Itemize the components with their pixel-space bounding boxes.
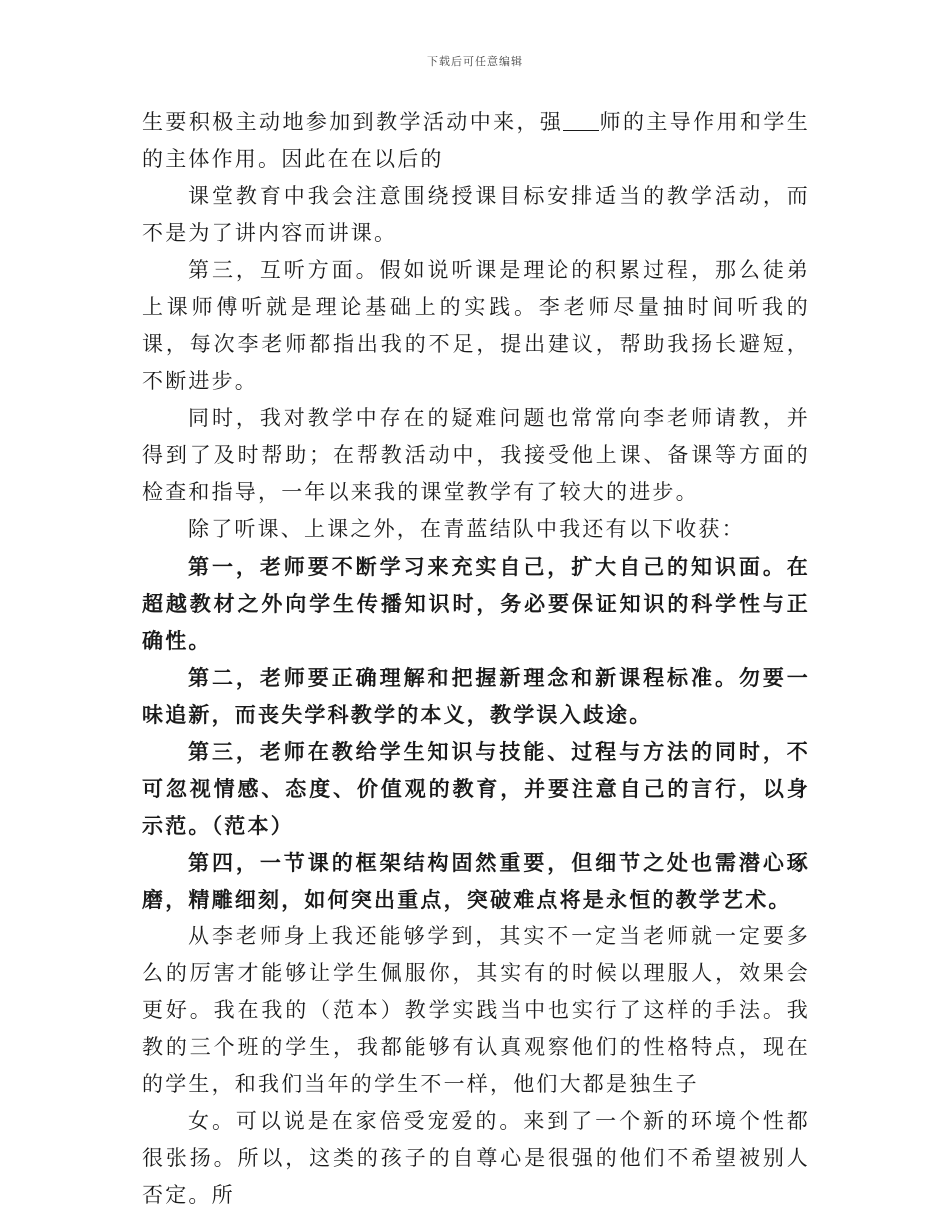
paragraph: 第三，互听方面。假如说听课是理论的积累过程，那么徒弟上课师傅听就是理论基础上的实践。李老师尽量抽时间听我的课，每次李老师都指出我的不足，提出建议，帮助我扬长避短，不断进步。 [142, 258, 810, 393]
blank-underline [563, 112, 599, 131]
bold-paragraph: 第四，一节课的框架结构固然重要，但细节之处也需潜心琢磨，精雕细刻，如何突出重点，突破难点将是永恒的教学艺术。 [142, 850, 810, 912]
bold-paragraph: 第一，老师要不断学习来充实自己，扩大自己的知识面。在超越教材之外向学生传播知识时，务必要保证知识的科学性与正确性。 [142, 554, 810, 653]
paragraph: 同时，我对教学中存在的疑难问题也常常向李老师请教，并得到了及时帮助；在帮教活动中，我接受他上课、备课等方面的检查和指导，一年以来我的课堂教学有了较大的进步。 [142, 406, 810, 504]
paragraph-note: （范本） [211, 813, 294, 838]
paragraph-text: 师的主导作用和学生的主体作用。因此在在以后的 [142, 110, 810, 171]
paragraph: 课堂教育中我会注意围绕授课目标安排适当的教学活动，而不是为了讲内容而讲课。 [142, 184, 810, 245]
page-header: 下载后可任意编辑 [427, 55, 523, 68]
paragraph: 除了听课、上课之外，在青蓝结队中我还有以下收获： [188, 517, 745, 541]
bold-paragraph [142, 733, 810, 844]
paragraph-continuation [142, 104, 810, 178]
paragraph: 从李老师身上我还能够学到，其实不一定当老师就一定要多么的厉害才能够让学生佩服你，其实有的时候以理服人，效果会更好。我在我的（范本）教学实践当中也实行了这样的手法。我教的三个班的学生，我都能够有认真观察他们的性格特点，现在的学生，和我们当年的学生不一样，他们大都是独生子 [142, 924, 810, 1096]
paragraph-text: 第三，老师在教给学生知识与技能、过程与方法的同时，不可忽视情感、态度、价值观的教育，并要注意自己的言行，以身示范。 [142, 739, 810, 838]
paragraph-text: 生要积极主动地参加到教学活动中来，强 [142, 110, 564, 134]
paragraph: 女。可以说是在家倍受宠爱的。来到了一个新的环境个性都很张扬。所以，这类的孩子的自尊心是很强的他们不希望被别人否定。所 [142, 1109, 810, 1207]
bold-paragraph: 第二，老师要正确理解和把握新理念和新课程标准。勿要一味追新，而丧失学科教学的本义，教学误入歧途。 [142, 665, 810, 727]
document-body [142, 104, 810, 1214]
